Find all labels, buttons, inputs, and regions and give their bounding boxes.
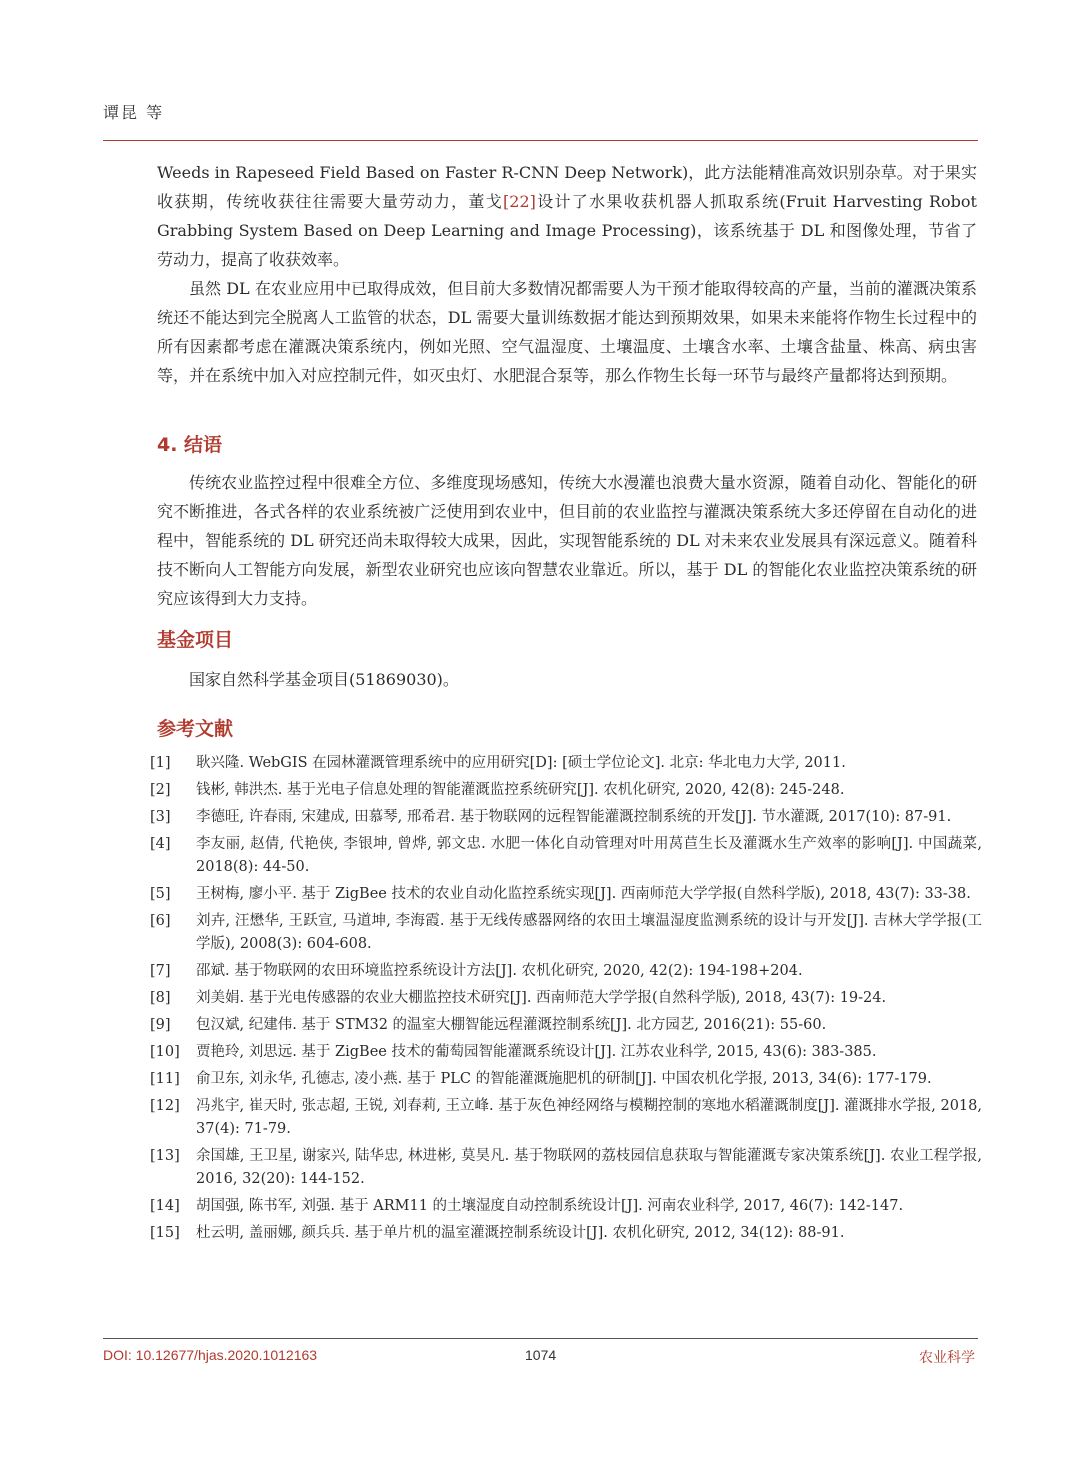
reference-number: [1] [150,755,171,771]
reference-number: [3] [150,809,171,825]
intro-section [157,158,977,390]
reference-item [150,987,982,1010]
reference-number: [11] [150,1071,180,1087]
footer-divider [103,1338,978,1339]
footer-page-number: 1074 [525,1347,557,1363]
reference-item [150,883,982,906]
intro-paragraph-2: 虽然 DL 在农业应用中已取得成效，但目前大多数情况都需要人为干预才能取得较高的产量，当前的灌溉决策系统还不能达到完全脱离人工监管的状态，DL 需要大量训练数据才能达到预期效果，如果未来能将作物生长过程中的所有因素都考虑在灌溉决策系统内，例如光照、空气温湿度、土壤温度、土壤含水率、土壤含盐量、株高、病虫害等，并在系统中加入对应控制元件，如灭虫灯、水肥混合泵等，那么作物生长每一环节与最终产量都将达到预期。 [157,279,977,385]
reference-text: 钱彬, 韩洪杰. 基于光电子信息处理的智能灌溉监控系统研究[J]. 农机化研究, 2020, 42(8): 245-248. [196,782,845,798]
reference-text: 余国雄, 王卫星, 谢家兴, 陆华忠, 林进彬, 莫昊凡. 基于物联网的荔枝园信息获取与智能灌溉专家决策系统[J]. 农业工程学报, 2016, 32(20): 144-152. [196,1148,982,1187]
funding-paragraph: 国家自然科学基金项目(51869030)。 [189,670,459,689]
intro-paragraph-1 [157,158,977,274]
reference-text: 刘美娟. 基于光电传感器的农业大棚监控技术研究[J]. 西南师范大学学报(自然科学版), 2018, 43(7): 19-24. [196,990,887,1006]
reference-item [150,779,982,802]
reference-item [150,833,982,879]
reference-number: [4] [150,836,171,852]
reference-text: 包汉斌, 纪建伟. 基于 STM32 的温室大棚智能远程灌溉控制系统[J]. 北方园艺, 2016(21): 55-60. [196,1017,827,1033]
reference-number: [9] [150,1017,171,1033]
reference-number: [2] [150,782,171,798]
reference-item [150,1145,982,1191]
reference-number: [6] [150,913,171,929]
reference-text: 李友丽, 赵倩, 代艳侠, 李银坤, 曾烨, 郭文忠. 水肥一体化自动管理对叶用莴苣生长及灌溉水生产效率的影响[J]. 中国蔬菜, 2018(8): 44-50. [196,836,982,875]
reference-number: [5] [150,886,171,902]
reference-list [150,752,982,1249]
citation-link-22[interactable]: [22] [503,192,536,211]
conclusion-paragraph: 传统农业监控过程中很难全方位、多维度现场感知，传统大水漫灌也浪费大量水资源，随着自动化、智能化的研究不断推进，各式各样的农业系统被广泛使用到农业中，但目前的农业监控与灌溉决策系统大多还停留在自动化的进程中，智能系统的 DL 研究还尚未取得较大成果，因此，实现智能系统的 DL 对未来农业发展具有深远意义。随着科技不断向人工智能方向发展，新型农业研究也应该向智慧农业靠近。所以，基于 DL 的智能化农业监控决策系统的研究应该得到大力支持。 [157,473,977,608]
reference-item [150,910,982,956]
reference-number: [14] [150,1198,180,1214]
footer-doi-link[interactable]: DOI: 10.12677/hjas.2020.1012163 [103,1347,318,1363]
reference-item [150,1195,982,1218]
reference-text: 冯兆宇, 崔天时, 张志超, 王锐, 刘春莉, 王立峰. 基于灰色神经网络与模糊控制的寒地水稻灌溉制度[J]. 灌溉排水学报, 2018, 37(4): 71-79. [196,1098,982,1137]
reference-number: [15] [150,1225,180,1241]
footer-journal-name: 农业科学 [919,1350,975,1366]
reference-number: [10] [150,1044,180,1060]
reference-item [150,1095,982,1141]
conclusion-heading: 4. 结语 [157,434,223,456]
reference-item [150,1014,982,1037]
reference-item [150,1041,982,1064]
reference-number: [13] [150,1148,180,1164]
reference-text: 杜云明, 盖丽娜, 颜兵兵. 基于单片机的温室灌溉控制系统设计[J]. 农机化研究, 2012, 34(12): 88-91. [196,1225,845,1241]
reference-text: 贾艳玲, 刘思远. 基于 ZigBee 技术的葡萄园智能灌溉系统设计[J]. 江苏农业科学, 2015, 43(6): 383-385. [196,1044,877,1060]
reference-text: 李德旺, 许春雨, 宋建成, 田慕琴, 邢希君. 基于物联网的远程智能灌溉控制系统的开发[J]. 节水灌溉, 2017(10): 87-91. [196,809,952,825]
reference-number: [12] [150,1098,180,1114]
intro-p1-text-b: 设计了水果收获机器人抓取系统(Fruit Harvesting Robot Grabbing System Based on Deep Learning and Image Processing)，该系统基于 DL 和图像处理，节省了劳动力，提高了收获效率。 [157,192,977,269]
conclusion-section [157,468,977,613]
reference-number: [8] [150,990,171,1006]
reference-item [150,960,982,983]
reference-text: 王树梅, 廖小平. 基于 ZigBee 技术的农业自动化监控系统实现[J]. 西南师范大学学报(自然科学版), 2018, 43(7): 33-38. [196,886,971,902]
references-heading: 参考文献 [157,718,234,740]
reference-text: 耿兴隆. WebGIS 在园林灌溉管理系统中的应用研究[D]: [硕士学位论文]. 北京: 华北电力大学, 2011. [196,755,846,771]
funding-heading: 基金项目 [157,629,234,651]
funding-section [157,665,977,694]
reference-text: 邵斌. 基于物联网的农田环境监控系统设计方法[J]. 农机化研究, 2020, 42(2): 194-198+204. [196,963,803,979]
reference-text: 刘卉, 汪懋华, 王跃宣, 马道坤, 李海霞. 基于无线传感器网络的农田土壤温湿度监测系统的设计与开发[J]. 吉林大学学报(工学版), 2008(3): 604-608. [196,913,982,952]
intro-p1-text-a: Weeds in Rapeseed Field Based on Faster R-CNN Deep Network)，此方法能精准高效识别杂草。对于果实收获期，传统收获往往需要大量劳动力，董戈 [157,163,977,211]
reference-item [150,1222,982,1245]
reference-number: [7] [150,963,171,979]
reference-item [150,806,982,829]
reference-item [150,752,982,775]
reference-item [150,1068,982,1091]
reference-text: 胡国强, 陈书军, 刘强. 基于 ARM11 的土壤湿度自动控制系统设计[J]. 河南农业科学, 2017, 46(7): 142-147. [196,1198,904,1214]
header-divider [103,140,978,141]
running-header-author: 谭昆 等 [103,103,165,122]
reference-text: 俞卫东, 刘永华, 孔德志, 凌小燕. 基于 PLC 的智能灌溉施肥机的研制[J]. 中国农机化学报, 2013, 34(6): 177-179. [196,1071,932,1087]
